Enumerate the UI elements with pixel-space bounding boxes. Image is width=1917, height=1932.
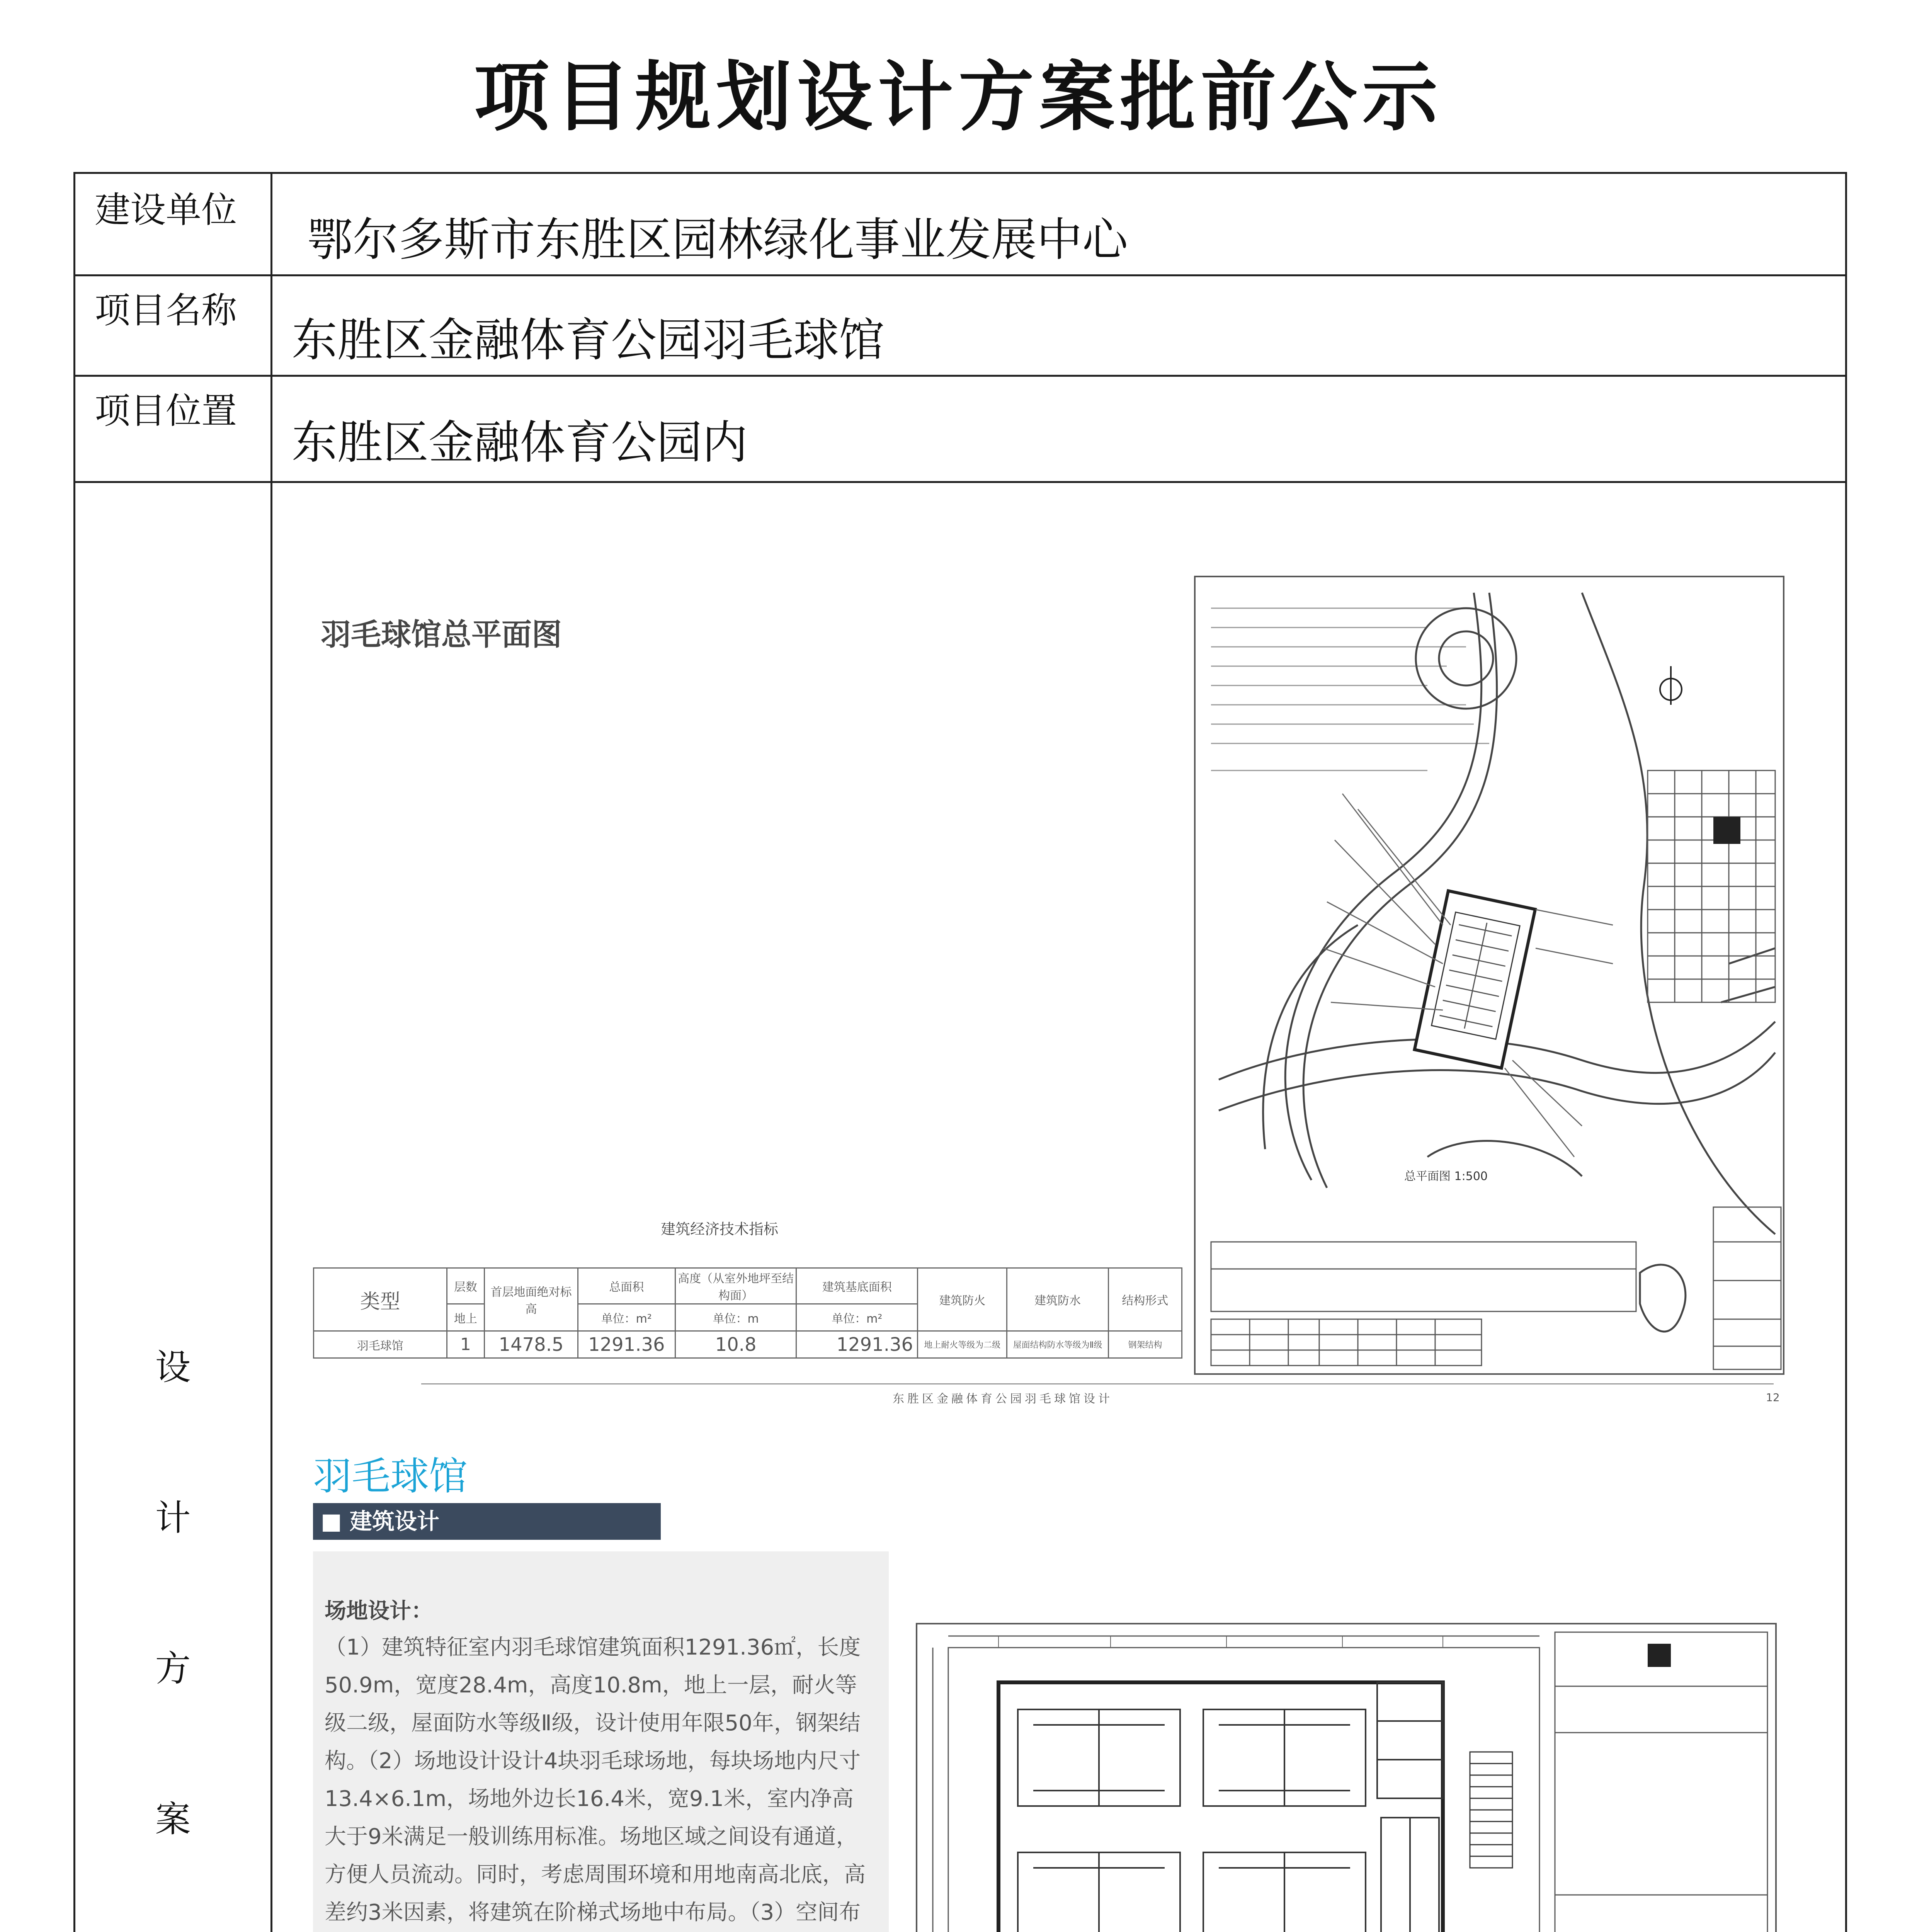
index-table-header: 总面积 — [578, 1268, 675, 1304]
builder-label: 建设单位 — [95, 189, 237, 231]
project-name-value: 东胜区金融体育公园羽毛球馆 — [292, 313, 885, 367]
index-table-cell: 10.8 — [675, 1331, 796, 1358]
slide-footer: 东胜区金融体育公园羽毛球馆设计 — [893, 1392, 1113, 1406]
row-divider — [75, 274, 1845, 276]
project-name-label: 项目名称 — [95, 290, 237, 331]
site-plan-slide — [313, 560, 1820, 1410]
index-table-header: 首层地面绝对标高 — [485, 1268, 578, 1331]
index-table-header: 建筑防水 — [1007, 1268, 1108, 1331]
index-table-header: 建筑防火 — [918, 1268, 1007, 1331]
index-table-caption: 建筑经济技术指标 — [661, 1221, 779, 1238]
index-table-subheader: 单位：m² — [578, 1304, 675, 1331]
floor-plan-svg — [917, 1624, 1775, 1932]
location-label: 项目位置 — [95, 390, 237, 432]
index-table-cell: 1 — [447, 1331, 485, 1358]
floor-plan-drawing — [916, 1623, 1777, 1932]
site-plan-heading: 羽毛球馆总平面图 — [321, 617, 562, 652]
design-label-char: 计 — [155, 1497, 191, 1539]
row-divider — [75, 481, 1845, 483]
index-table-cell: 1291.36 — [578, 1331, 675, 1358]
index-table-cell: 钢架结构 — [1108, 1331, 1182, 1358]
index-table-cell: 1291.36 — [796, 1331, 918, 1358]
index-table-cell: 地上耐火等级为二级 — [918, 1331, 1007, 1358]
site-design-text: （1）建筑特征室内羽毛球馆建筑面积1291.36㎡，长度50.9m，宽度28.4m，高度10.8m，地上一层，耐火等级二级，屋面防水等级Ⅱ级，设计使用年限50年，钢架结构。（2）场地设计设计4块羽毛球场地，每块场地内尺寸13.4×6.1m，场地外边长16.4米，宽9.1米，室内净高大于9米满足一般训练用标准。场地区域之间设有通道，方便人员流动。同时，考虑周围环境和用地南高北底，高差约3米因素，将建筑在阶梯式场地中布局。（3）空间布 — [325, 1635, 866, 1925]
builder-value: 鄂尔多斯市东胜区园林绿化事业发展中心 — [307, 213, 1128, 266]
slide-page-number: 12 — [1766, 1391, 1780, 1404]
index-table-subheader: 单位：m — [675, 1304, 796, 1331]
table-column-divider — [270, 174, 272, 1932]
index-table-header: 高度（从室外地坪至结构面） — [675, 1268, 796, 1304]
index-table-cell: 羽毛球馆 — [314, 1331, 447, 1358]
row-divider — [75, 375, 1845, 377]
site-plan-svg — [1196, 577, 1783, 1373]
index-table-header: 结构形式 — [1108, 1268, 1182, 1331]
building-design-slide — [313, 1445, 1820, 1932]
design-label-char: 设 — [155, 1347, 191, 1388]
design-label-char: 方 — [155, 1648, 191, 1689]
design-text-panel — [313, 1551, 889, 1932]
index-table-subheader: 单位：m² — [796, 1304, 918, 1331]
location-value: 东胜区金融体育公园内 — [292, 416, 748, 469]
design-label-char: 案 — [155, 1799, 191, 1840]
plan-scale-label: 总平面图 1:500 — [1404, 1170, 1488, 1183]
slide-footer-rule — [421, 1383, 1774, 1384]
index-table-header: 类型 — [314, 1268, 447, 1331]
index-table-cell: 屋面结构防水等级为Ⅱ级 — [1007, 1331, 1108, 1358]
page-title: 项目规划设计方案批前公示 — [474, 53, 1443, 141]
notice-table — [73, 172, 1847, 1932]
index-table-header: 层数 — [447, 1268, 485, 1304]
site-plan-drawing — [1194, 576, 1784, 1375]
index-table-header: 建筑基底面积 — [796, 1268, 918, 1304]
building-design-heading: 羽毛球馆 — [313, 1454, 468, 1499]
index-table-subheader: 地上 — [447, 1304, 485, 1331]
index-table-cell: 1478.5 — [485, 1331, 578, 1358]
index-table — [313, 1267, 1182, 1359]
site-design-title: 场地设计： — [325, 1599, 433, 1624]
section-bar: ■ 建筑设计 — [313, 1503, 661, 1540]
